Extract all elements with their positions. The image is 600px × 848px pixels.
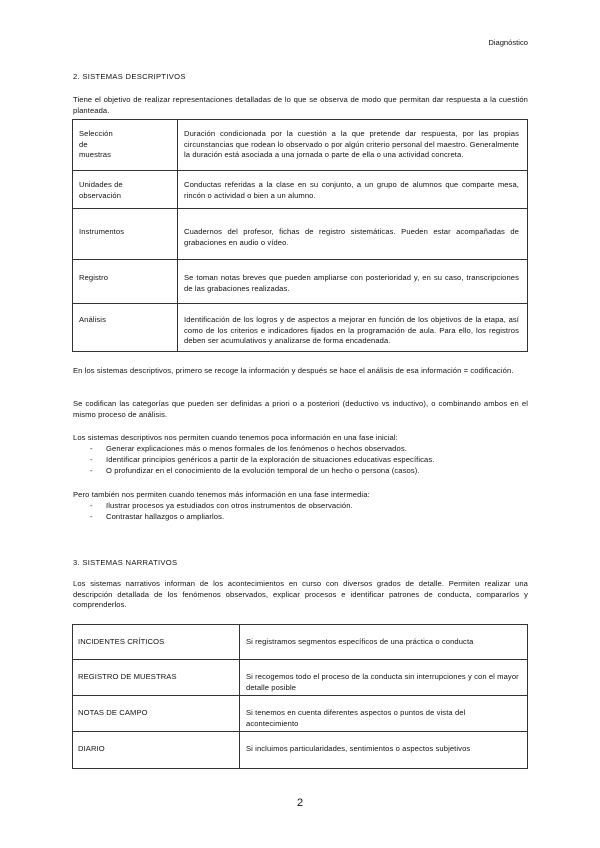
- row-value: [178, 304, 528, 352]
- row-label-text: Análisis: [79, 315, 106, 324]
- row-label-text: DIARIO: [78, 744, 105, 753]
- section2-intro: Tiene el objetivo de realizar representaciones detalladas de lo que se observa de modo que permitan dar respuesta a la cuestión planteada.: [73, 95, 528, 115]
- row-label: [73, 260, 178, 304]
- list-item: - Ilustrar procesos ya estudiados con otros instrumentos de observación.: [73, 500, 528, 511]
- descriptive-systems-table: [72, 119, 528, 352]
- table-row: [73, 171, 528, 209]
- row-label-text: INCIDENTES CRÍTICOS: [78, 637, 165, 646]
- section2-paragraph-intermediate: Pero también nos permiten cuando tenemos más información en una fase intermedia:: [73, 490, 370, 499]
- row-value-text: Si tenemos en cuenta diferentes aspectos o puntos de vista del acontecimiento: [246, 708, 466, 728]
- table-row: [73, 304, 528, 352]
- row-label: [73, 171, 178, 209]
- section3-intro: Los sistemas narrativos informan de los acontecimientos en curso con diversos grados de detalle. Permiten realizar una descripción detallada de los fenómenos observados, explicar procesos e identificar patrones de conducta, compararlos y comprenderlos.: [73, 579, 528, 609]
- list-item: - Generar explicaciones más o menos formales de los fenómenos o hechos observados.: [73, 443, 528, 454]
- row-value: [178, 120, 528, 171]
- row-value-text: Se toman notas breves que pueden ampliarse con posterioridad y, en su caso, transcripciones de las grabaciones realizadas.: [184, 273, 519, 293]
- table-row: [73, 209, 528, 260]
- row-label: [73, 696, 240, 732]
- table-row: [73, 120, 528, 171]
- section2-title: 2. SISTEMAS DESCRIPTIVOS: [73, 72, 186, 81]
- row-value: [178, 260, 528, 304]
- list-item: - Contrastar hallazgos o ampliarlos.: [73, 511, 528, 522]
- row-value: [240, 625, 528, 660]
- table-row: [73, 625, 528, 660]
- row-value: [240, 696, 528, 732]
- row-value: [178, 171, 528, 209]
- row-label: [73, 732, 240, 769]
- row-label-text: REGISTRO DE MUESTRAS: [78, 672, 177, 681]
- row-label: [73, 660, 240, 696]
- narrative-systems-table: [72, 624, 528, 769]
- row-label: [73, 209, 178, 260]
- row-label-text: Unidades de observación: [79, 180, 123, 200]
- running-header: Diagnóstico: [488, 38, 528, 47]
- table-row: [73, 696, 528, 732]
- row-label-text: NOTAS DE CAMPO: [78, 708, 148, 717]
- section3-title: 3. SISTEMAS NARRATIVOS: [73, 558, 178, 567]
- row-value-text: Si registramos segmentos específicos de una práctica o conducta: [246, 637, 474, 646]
- table-row: [73, 660, 528, 696]
- row-label-text: Registro: [79, 273, 109, 282]
- row-label: [73, 120, 178, 171]
- table-row: [73, 260, 528, 304]
- section2-paragraph-initial: Los sistemas descriptivos nos permiten cuando tenemos poca información en una fase inicial:: [73, 433, 398, 442]
- row-value-text: Conductas referidas a la clase en su conjunto, a un grupo de alumnos que comparte mesa, rincón o actividad o bien a un alumno.: [184, 180, 519, 200]
- row-value-text: Si recogemos todo el proceso de la conducta sin interrupciones y con el mayor detalle posible: [246, 672, 519, 692]
- row-value-text: Si incluimos particularidades, sentimientos o aspectos subjetivos: [246, 744, 471, 753]
- row-label: [73, 625, 240, 660]
- row-label: [73, 304, 178, 352]
- row-value: [240, 660, 528, 696]
- section2-paragraph-categories: Se codifican las categorías que pueden ser definidas a priori o a posteriori (deductivo vs inductivo), o combinando ambos en el mismo proceso de análisis.: [73, 399, 528, 419]
- row-value-text: Cuadernos del profesor, fichas de registro sistemáticas. Pueden estar acompañadas de grabaciones en audio o vídeo.: [184, 227, 519, 247]
- row-value: [240, 732, 528, 769]
- list-item: - O profundizar en el conocimiento de la evolución temporal de un hecho o persona (casos).: [73, 465, 528, 476]
- row-label-text: Instrumentos: [79, 227, 125, 236]
- page-number: 2: [296, 797, 304, 809]
- intermediate-phase-list: [73, 500, 528, 522]
- row-value-text: Duración condicionada por la cuestión a la que pretende dar respuesta, por las propias circunstancias que rodean lo observado o por algún criterio personal del maestro. Generalmente la duración está asociada a una jornada o parte de ella o una actividad concreta.: [184, 129, 519, 159]
- row-value-text: Identificación de los logros y de aspectos a mejorar en función de los objetivos de la etapa, así como de los criterios e indicadores fijados en la programación de aula. Para ello, los registros deben ser acumulativos y analizarse de forma encadenada.: [184, 315, 519, 345]
- row-label-text: Selección de muestras: [79, 129, 113, 159]
- list-item: - Identificar principios genéricos a partir de la exploración de situaciones educativas específicas.: [73, 454, 528, 465]
- initial-phase-list: [73, 443, 528, 476]
- row-value: [178, 209, 528, 260]
- section2-paragraph-coding: En los sistemas descriptivos, primero se recoge la información y después se hace el análisis de esa información = codificación.: [73, 366, 514, 375]
- table-row: [73, 732, 528, 769]
